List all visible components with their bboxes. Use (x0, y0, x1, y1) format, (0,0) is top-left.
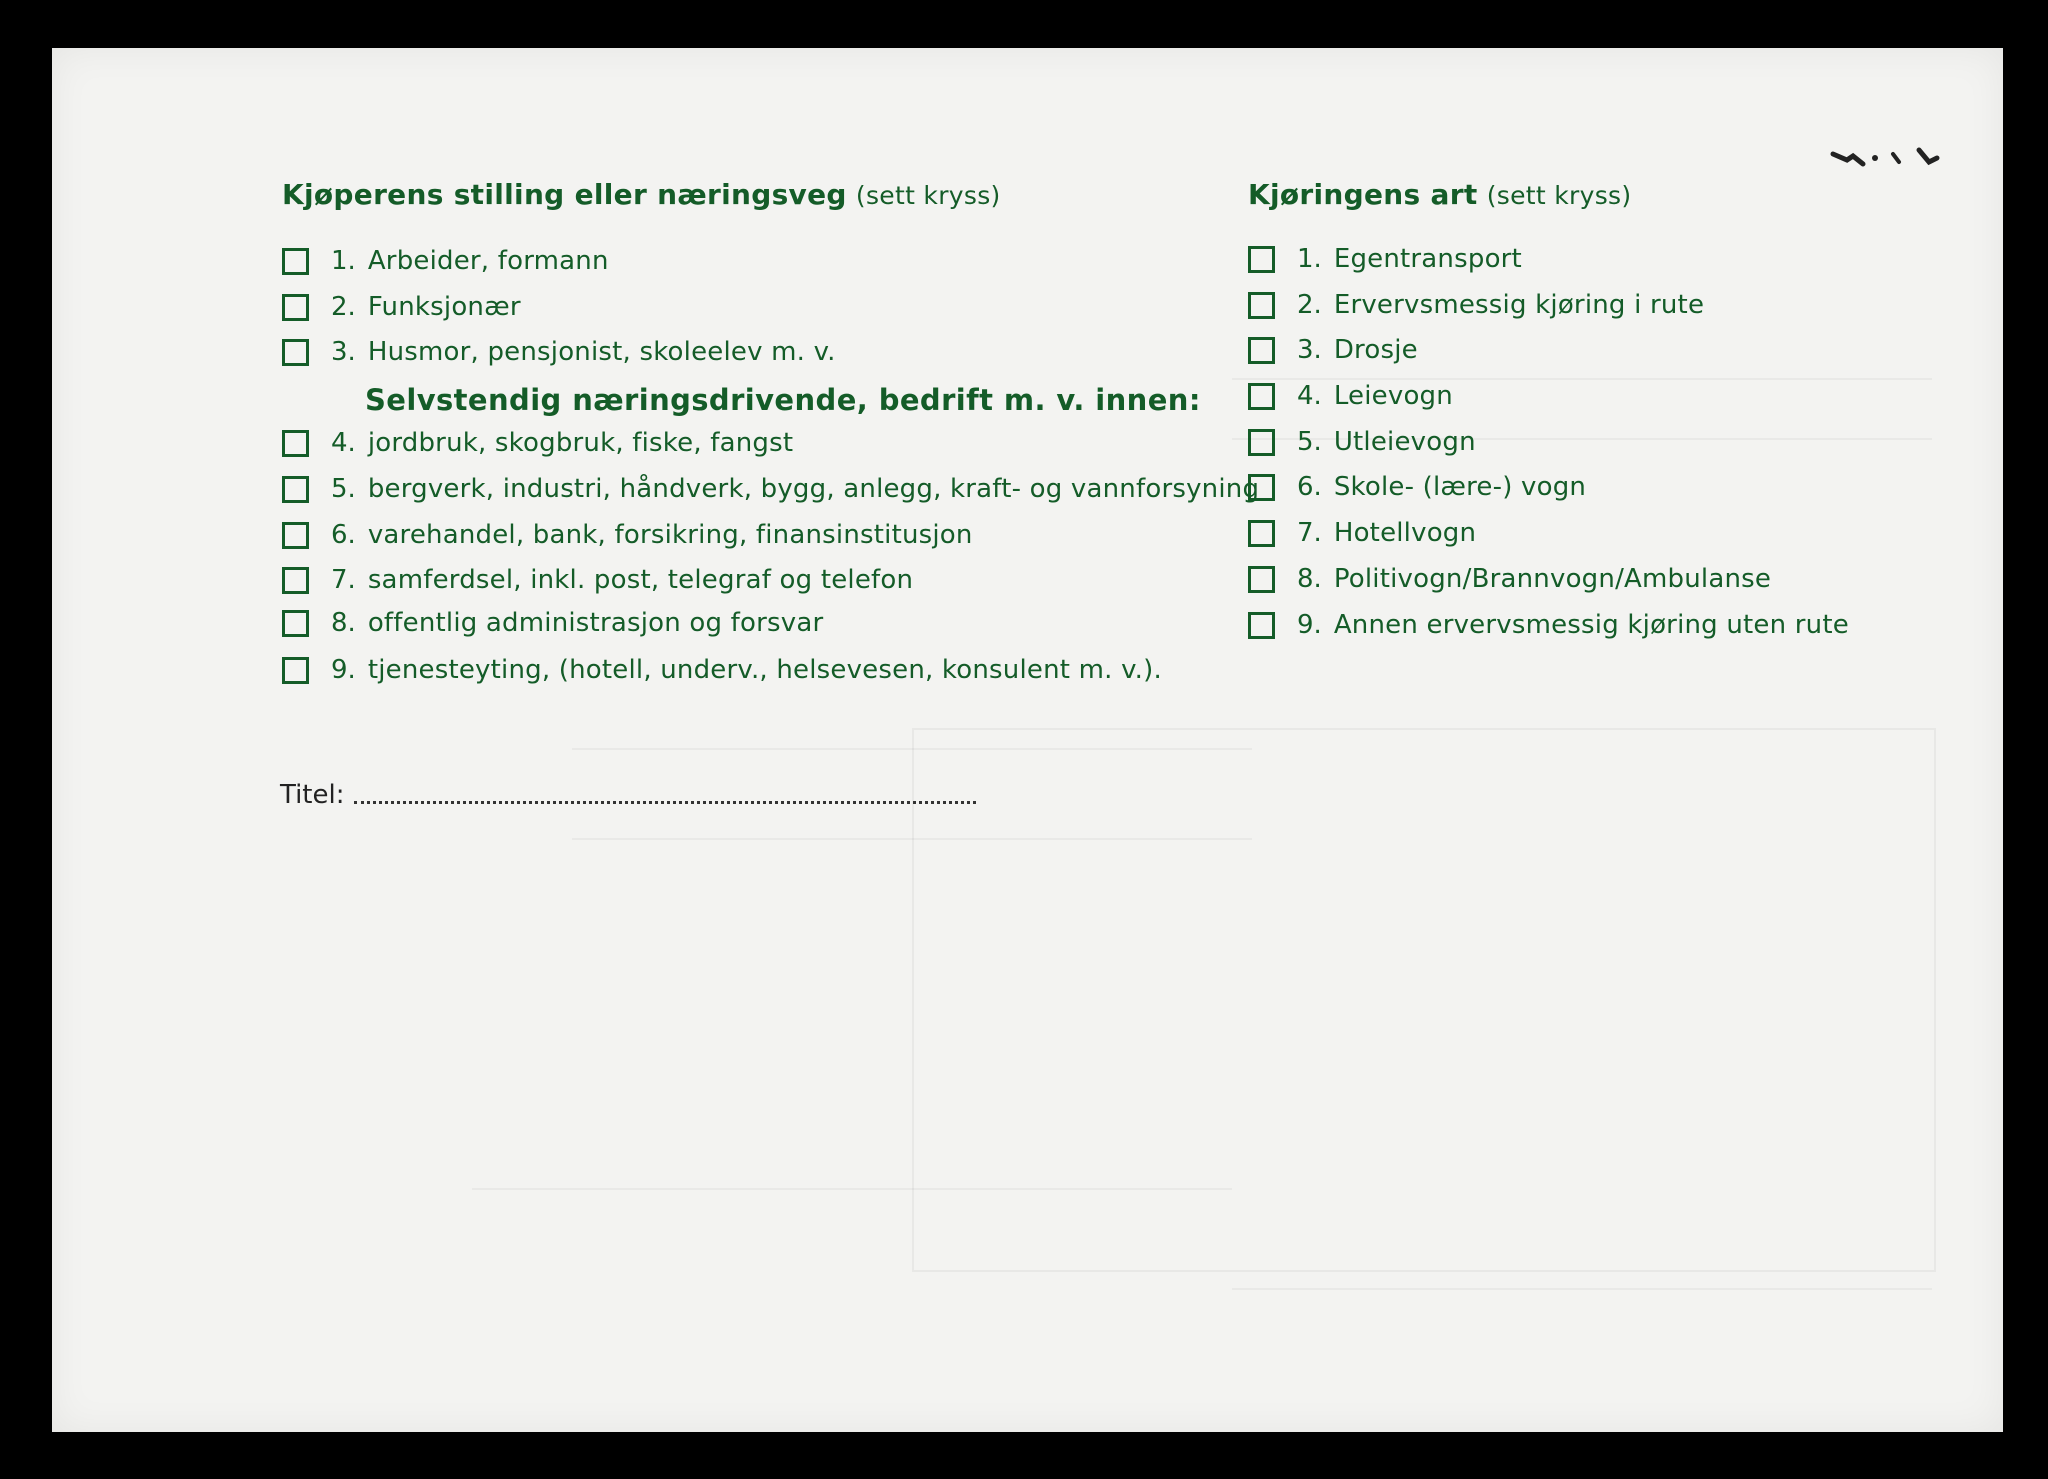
option-label: Politivogn/Brannvogn/Ambulanse (1333, 564, 1772, 594)
driving-option-4 (1248, 379, 1453, 413)
checkbox[interactable] (1248, 566, 1275, 593)
checkbox[interactable] (1248, 474, 1275, 501)
option-label: varehandel, bank, forsikring, finansinstitusjon (367, 520, 973, 550)
option-label: tjenesteyting, (hotell, underv., helsevesen, konsulent m. v.). (367, 655, 1162, 685)
driving-type-heading-bold: Kjøringens art (1248, 178, 1478, 211)
checkbox[interactable] (282, 476, 309, 503)
checkbox[interactable] (1248, 337, 1275, 364)
option-number: 9. (331, 655, 356, 685)
option-label: Utleievogn (1333, 427, 1476, 457)
checkbox[interactable] (282, 430, 309, 457)
occupation-option-5 (282, 472, 1259, 506)
bleed-through-line (572, 748, 1252, 750)
occupation-option-1 (282, 244, 609, 278)
option-label: Egentransport (1333, 244, 1522, 274)
option-label: jordbruk, skogbruk, fiske, fangst (367, 428, 794, 458)
option-label: offentlig administrasjon og forsvar (367, 608, 824, 638)
option-label: Ervervsmessig kjøring i rute (1333, 290, 1705, 320)
ink-smudge-icon (1827, 140, 1957, 180)
checkbox[interactable] (1248, 292, 1275, 319)
driving-option-9 (1248, 608, 1849, 642)
driving-option-2 (1248, 288, 1704, 322)
buyer-occupation-heading (282, 178, 1001, 211)
bleed-through-line (472, 1188, 1232, 1190)
option-number: 5. (331, 474, 356, 504)
option-number: 2. (331, 292, 356, 322)
driving-option-7 (1248, 516, 1476, 550)
occupation-option-3 (282, 335, 836, 369)
option-number: 8. (331, 608, 356, 638)
form-sheet (52, 48, 2003, 1432)
checkbox[interactable] (282, 522, 309, 549)
option-label: Drosje (1333, 335, 1418, 365)
option-number: 5. (1297, 427, 1322, 457)
driving-option-8 (1248, 562, 1771, 596)
title-field-label: Titel: (280, 780, 345, 810)
option-label: Funksjonær (367, 292, 521, 322)
option-number: 4. (1297, 381, 1322, 411)
option-label: bergverk, industri, håndverk, bygg, anlegg, kraft- og vannforsyning (367, 474, 1260, 504)
occupation-option-6 (282, 518, 973, 552)
option-number: 3. (1297, 335, 1322, 365)
occupation-option-2 (282, 290, 521, 324)
driving-type-heading (1248, 178, 1631, 211)
driving-option-1 (1248, 242, 1522, 276)
option-number: 7. (1297, 518, 1322, 548)
option-label: Skole- (lære-) vogn (1333, 472, 1587, 502)
title-field-line[interactable] (354, 799, 976, 804)
checkbox[interactable] (1248, 520, 1275, 547)
driving-option-6 (1248, 470, 1586, 504)
checkbox[interactable] (1248, 429, 1275, 456)
occupation-option-7 (282, 563, 913, 597)
option-number: 4. (331, 428, 356, 458)
occupation-option-9 (282, 653, 1162, 687)
option-number: 2. (1297, 290, 1322, 320)
occupation-option-4 (282, 426, 793, 460)
checkbox[interactable] (1248, 383, 1275, 410)
option-label: Annen ervervsmessig kjøring uten rute (1333, 610, 1849, 640)
driving-type-heading-note: (sett kryss) (1486, 181, 1632, 210)
checkbox[interactable] (282, 657, 309, 684)
option-label: Leievogn (1333, 381, 1453, 411)
option-number: 8. (1297, 564, 1322, 594)
buyer-occupation-heading-note: (sett kryss) (855, 181, 1001, 210)
checkbox[interactable] (1248, 612, 1275, 639)
checkbox[interactable] (1248, 246, 1275, 273)
option-number: 7. (331, 565, 356, 595)
bleed-through-frame (912, 728, 1936, 1272)
driving-option-3 (1248, 333, 1418, 367)
option-number: 6. (1297, 472, 1322, 502)
option-number: 9. (1297, 610, 1322, 640)
checkbox[interactable] (282, 567, 309, 594)
checkbox[interactable] (282, 294, 309, 321)
option-label: Arbeider, formann (367, 246, 609, 276)
checkbox[interactable] (282, 610, 309, 637)
self-employed-subheading: Selvstendig næringsdrivende, bedrift m. v. innen: (365, 383, 1201, 417)
option-number: 1. (331, 246, 356, 276)
option-label: Hotellvogn (1333, 518, 1477, 548)
option-number: 6. (331, 520, 356, 550)
option-label: Husmor, pensjonist, skoleelev m. v. (367, 337, 836, 367)
checkbox[interactable] (282, 339, 309, 366)
title-field (280, 780, 976, 810)
buyer-occupation-heading-bold: Kjøperens stilling eller næringsveg (282, 178, 847, 211)
bleed-through-line (1232, 1288, 1932, 1290)
driving-option-5 (1248, 425, 1476, 459)
checkbox[interactable] (282, 248, 309, 275)
occupation-option-8 (282, 606, 823, 640)
option-label: samferdsel, inkl. post, telegraf og telefon (367, 565, 914, 595)
option-number: 3. (331, 337, 356, 367)
option-number: 1. (1297, 244, 1322, 274)
bleed-through-line (572, 838, 1252, 840)
